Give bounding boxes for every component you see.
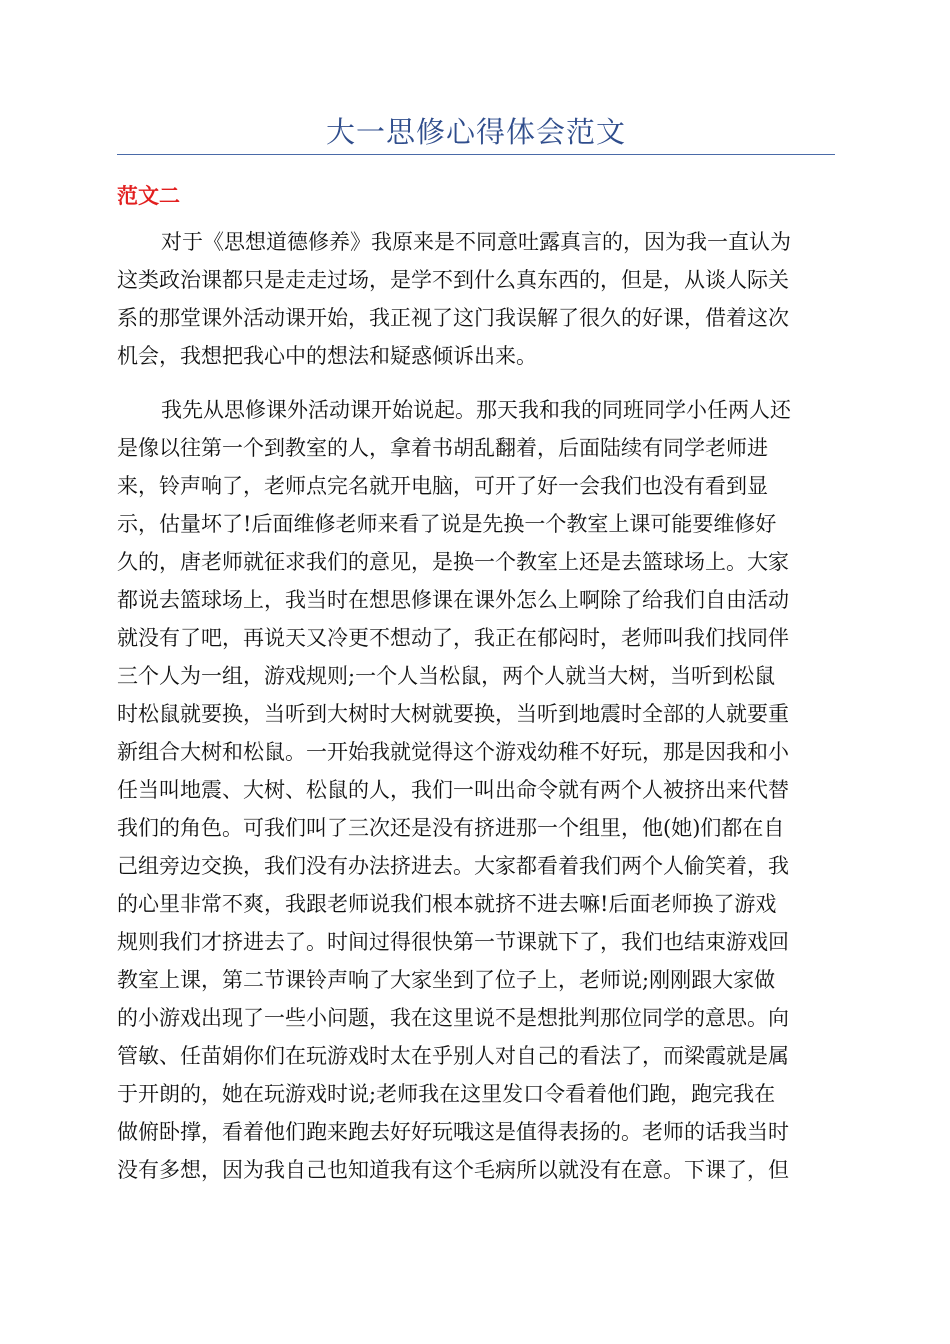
- paragraph-line: 都说去篮球场上，我当时在想思修课在课外怎么上啊除了给我们自由活动: [117, 588, 789, 612]
- paragraph-line: 我先从思修课外活动课开始说起。那天我和我的同班同学小任两人还: [161, 398, 791, 422]
- paragraph-line: 的小游戏出现了一些小问题，我在这里说不是想批判那位同学的意思。向: [117, 1006, 789, 1030]
- paragraph-line: 三个人为一组，游戏规则;一个人当松鼠，两个人就当大树，当听到松鼠: [117, 664, 776, 688]
- paragraph-line: 示，估量坏了!后面维修老师来看了说是先换一个教室上课可能要维修好: [117, 512, 777, 536]
- paragraph-line: 时松鼠就要换，当听到大树时大树就要换，当听到地震时全部的人就要重: [117, 702, 789, 726]
- paragraph-line: 是像以往第一个到教室的人，拿着书胡乱翻着，后面陆续有同学老师进: [117, 436, 768, 460]
- paragraph-line: 于开朗的，她在玩游戏时说;老师我在这里发口令看着他们跑，跑完我在: [117, 1082, 776, 1106]
- paragraph-2: [117, 391, 835, 1189]
- paragraph-line: 新组合大树和松鼠。一开始我就觉得这个游戏幼稚不好玩，那是因我和小: [117, 740, 789, 764]
- paragraph-line: 对于《思想道德修养》我原来是不同意吐露真言的，因为我一直认为: [161, 230, 791, 254]
- paragraph-line: 系的那堂课外活动课开始，我正视了这门我误解了很久的好课，借着这次: [117, 306, 789, 330]
- paragraph-line: 己组旁边交换，我们没有办法挤进去。大家都看着我们两个人偷笑着，我: [117, 854, 789, 878]
- paragraph-line: 任当叫地震、大树、松鼠的人，我们一叫出命令就有两个人被挤出来代替: [117, 778, 789, 802]
- paragraph-line: 久的，唐老师就征求我们的意见，是换一个教室上还是去篮球场上。大家: [117, 550, 789, 574]
- paragraph-line: 做俯卧撑，看着他们跑来跑去好好玩哦这是值得表扬的。老师的话我当时: [117, 1120, 789, 1144]
- document-title: 大一思修心得体会范文: [325, 115, 626, 149]
- paragraph-1: [117, 223, 835, 375]
- paragraph-line: 教室上课，第二节课铃声响了大家坐到了位子上，老师说;刚刚跟大家做: [117, 968, 776, 992]
- paragraph-line: 管敏、任苗娟你们在玩游戏时太在乎别人对自己的看法了，而梁霞就是属: [117, 1044, 789, 1068]
- paragraph-line: 就没有了吧，再说天又冷更不想动了，我正在郁闷时，老师叫我们找同伴: [117, 626, 789, 650]
- paragraph-line: 这类政治课都只是走走过场，是学不到什么真东西的，但是，从谈人际关: [117, 268, 789, 292]
- title-underline-rule: [117, 154, 835, 155]
- paragraph-line: 我们的角色。可我们叫了三次还是没有挤进那一个组里，他(她)们都在自: [117, 816, 785, 840]
- paragraph-line: 规则我们才挤进去了。时间过得很快第一节课就下了，我们也结束游戏回: [117, 930, 789, 954]
- paragraph-line: 来，铃声响了，老师点完名就开电脑，可开了好一会我们也没有看到显: [117, 474, 768, 498]
- section-heading: 范文二: [117, 184, 180, 208]
- paragraph-line: 的心里非常不爽，我跟老师说我们根本就挤不进去嘛!后面老师换了游戏: [117, 892, 777, 916]
- paragraph-line: 机会，我想把我心中的想法和疑惑倾诉出来。: [117, 344, 537, 368]
- paragraph-line: 没有多想，因为我自己也知道我有这个毛病所以就没有在意。下课了，但: [117, 1158, 789, 1182]
